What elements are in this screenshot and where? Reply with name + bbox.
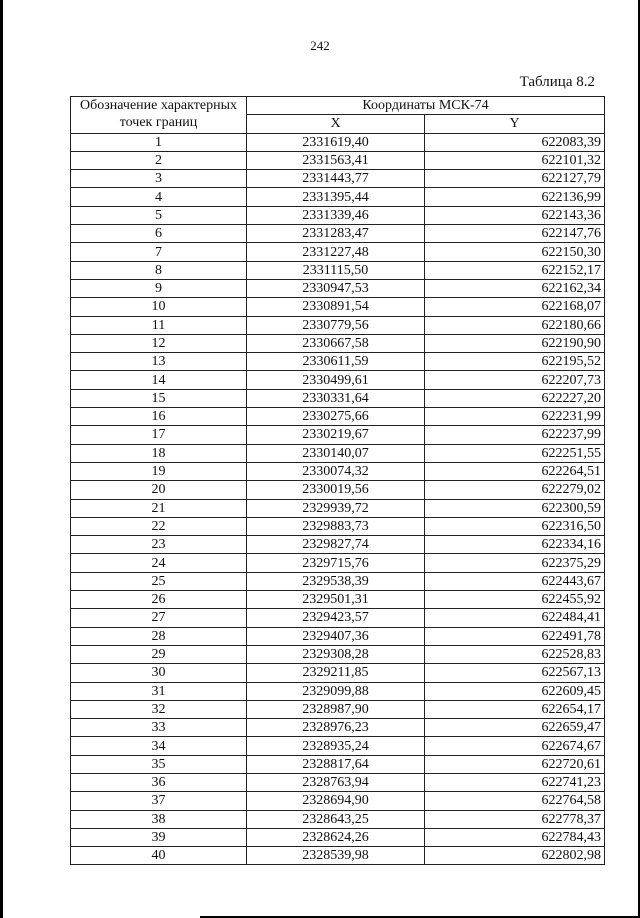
header-y: Y [425, 115, 605, 133]
y-coordinate-cell: 622207,73 [425, 371, 605, 389]
y-coordinate-cell: 622609,45 [425, 682, 605, 700]
x-coordinate-cell: 2328624,26 [247, 828, 425, 846]
point-number-cell: 10 [71, 298, 247, 316]
point-number-cell: 31 [71, 682, 247, 700]
table-row [71, 279, 605, 297]
point-number-cell: 20 [71, 481, 247, 499]
y-coordinate-cell: 622083,39 [425, 133, 605, 151]
table-row [71, 225, 605, 243]
y-coordinate-cell: 622136,99 [425, 188, 605, 206]
point-number-cell: 16 [71, 408, 247, 426]
point-number-cell: 14 [71, 371, 247, 389]
y-coordinate-cell: 622147,76 [425, 225, 605, 243]
table-caption: Таблица 8.2 [519, 74, 595, 90]
x-coordinate-cell: 2328976,23 [247, 719, 425, 737]
x-coordinate-cell: 2328817,64 [247, 755, 425, 773]
x-coordinate-cell: 2328935,24 [247, 737, 425, 755]
y-coordinate-cell: 622484,41 [425, 609, 605, 627]
table-row [71, 353, 605, 371]
table-row [71, 371, 605, 389]
y-coordinate-cell: 622720,61 [425, 755, 605, 773]
y-coordinate-cell: 622180,66 [425, 316, 605, 334]
y-coordinate-cell: 622237,99 [425, 426, 605, 444]
table-row [71, 499, 605, 517]
point-number-cell: 18 [71, 444, 247, 462]
point-number-cell: 22 [71, 517, 247, 535]
table-row [71, 298, 605, 316]
header-x: X [247, 115, 425, 133]
table-row [71, 700, 605, 718]
x-coordinate-cell: 2328763,94 [247, 773, 425, 791]
y-coordinate-cell: 622101,32 [425, 151, 605, 169]
table-row [71, 591, 605, 609]
table-row [71, 316, 605, 334]
x-coordinate-cell: 2328987,90 [247, 700, 425, 718]
x-coordinate-cell: 2329939,72 [247, 499, 425, 517]
point-number-cell: 4 [71, 188, 247, 206]
x-coordinate-cell: 2329211,85 [247, 664, 425, 682]
y-coordinate-cell: 622227,20 [425, 389, 605, 407]
y-coordinate-cell: 622143,36 [425, 206, 605, 224]
x-coordinate-cell: 2331619,40 [247, 133, 425, 151]
y-coordinate-cell: 622659,47 [425, 719, 605, 737]
point-number-cell: 12 [71, 334, 247, 352]
y-coordinate-cell: 622231,99 [425, 408, 605, 426]
x-coordinate-cell: 2330499,61 [247, 371, 425, 389]
x-coordinate-cell: 2329827,74 [247, 536, 425, 554]
table-row [71, 444, 605, 462]
y-coordinate-cell: 622162,34 [425, 279, 605, 297]
point-number-cell: 7 [71, 243, 247, 261]
point-number-cell: 40 [71, 847, 247, 865]
point-number-cell: 17 [71, 426, 247, 444]
point-number-cell: 30 [71, 664, 247, 682]
y-coordinate-cell: 622528,83 [425, 645, 605, 663]
x-coordinate-cell: 2330667,58 [247, 334, 425, 352]
y-coordinate-cell: 622741,23 [425, 773, 605, 791]
point-number-cell: 6 [71, 225, 247, 243]
point-number-cell: 9 [71, 279, 247, 297]
table-row [71, 426, 605, 444]
x-coordinate-cell: 2329308,28 [247, 645, 425, 663]
y-coordinate-cell: 622778,37 [425, 810, 605, 828]
table-row [71, 572, 605, 590]
table-row [71, 334, 605, 352]
table-row [71, 170, 605, 188]
point-number-cell: 29 [71, 645, 247, 663]
table-row [71, 645, 605, 663]
table-row [71, 737, 605, 755]
x-coordinate-cell: 2329715,76 [247, 554, 425, 572]
y-coordinate-cell: 622190,90 [425, 334, 605, 352]
y-coordinate-cell: 622168,07 [425, 298, 605, 316]
header-boundary-points: Обозначение характерных точек границ [71, 97, 247, 134]
header-coordinate-system: Координаты МСК-74 [247, 97, 605, 115]
y-coordinate-cell: 622279,02 [425, 481, 605, 499]
point-number-cell: 19 [71, 462, 247, 480]
point-number-cell: 25 [71, 572, 247, 590]
table-row [71, 243, 605, 261]
point-number-cell: 13 [71, 353, 247, 371]
x-coordinate-cell: 2330140,07 [247, 444, 425, 462]
y-coordinate-cell: 622195,52 [425, 353, 605, 371]
point-number-cell: 35 [71, 755, 247, 773]
y-coordinate-cell: 622127,79 [425, 170, 605, 188]
y-coordinate-cell: 622567,13 [425, 664, 605, 682]
x-coordinate-cell: 2330779,56 [247, 316, 425, 334]
x-coordinate-cell: 2331283,47 [247, 225, 425, 243]
point-number-cell: 36 [71, 773, 247, 791]
x-coordinate-cell: 2328539,98 [247, 847, 425, 865]
point-number-cell: 3 [71, 170, 247, 188]
point-number-cell: 24 [71, 554, 247, 572]
point-number-cell: 39 [71, 828, 247, 846]
y-coordinate-cell: 622455,92 [425, 591, 605, 609]
x-coordinate-cell: 2330947,53 [247, 279, 425, 297]
y-coordinate-cell: 622316,50 [425, 517, 605, 535]
point-number-cell: 33 [71, 719, 247, 737]
table-row [71, 261, 605, 279]
point-number-cell: 8 [71, 261, 247, 279]
table-row [71, 133, 605, 151]
table-row [71, 408, 605, 426]
x-coordinate-cell: 2328643,25 [247, 810, 425, 828]
table-row [71, 773, 605, 791]
x-coordinate-cell: 2328694,90 [247, 792, 425, 810]
table-row [71, 206, 605, 224]
x-coordinate-cell: 2331443,77 [247, 170, 425, 188]
table-row [71, 792, 605, 810]
point-number-cell: 34 [71, 737, 247, 755]
x-coordinate-cell: 2331563,41 [247, 151, 425, 169]
table-row [71, 847, 605, 865]
point-number-cell: 32 [71, 700, 247, 718]
x-coordinate-cell: 2330019,56 [247, 481, 425, 499]
table-row [71, 664, 605, 682]
table-body [71, 133, 605, 865]
point-number-cell: 5 [71, 206, 247, 224]
y-coordinate-cell: 622264,51 [425, 462, 605, 480]
coordinates-table [70, 96, 605, 865]
x-coordinate-cell: 2329501,31 [247, 591, 425, 609]
x-coordinate-cell: 2330074,32 [247, 462, 425, 480]
y-coordinate-cell: 622784,43 [425, 828, 605, 846]
x-coordinate-cell: 2329538,39 [247, 572, 425, 590]
x-coordinate-cell: 2330611,59 [247, 353, 425, 371]
table-row [71, 828, 605, 846]
y-coordinate-cell: 622802,98 [425, 847, 605, 865]
x-coordinate-cell: 2331227,48 [247, 243, 425, 261]
x-coordinate-cell: 2330275,66 [247, 408, 425, 426]
y-coordinate-cell: 622150,30 [425, 243, 605, 261]
x-coordinate-cell: 2331115,50 [247, 261, 425, 279]
table-row [71, 188, 605, 206]
x-coordinate-cell: 2331339,46 [247, 206, 425, 224]
table-row [71, 517, 605, 535]
point-number-cell: 11 [71, 316, 247, 334]
y-coordinate-cell: 622491,78 [425, 627, 605, 645]
x-coordinate-cell: 2329883,73 [247, 517, 425, 535]
table-row [71, 462, 605, 480]
page-number: 242 [310, 38, 330, 53]
point-number-cell: 26 [71, 591, 247, 609]
point-number-cell: 27 [71, 609, 247, 627]
y-coordinate-cell: 622334,16 [425, 536, 605, 554]
x-coordinate-cell: 2329099,88 [247, 682, 425, 700]
y-coordinate-cell: 622654,17 [425, 700, 605, 718]
y-coordinate-cell: 622152,17 [425, 261, 605, 279]
point-number-cell: 21 [71, 499, 247, 517]
scan-left-edge [0, 0, 3, 918]
x-coordinate-cell: 2331395,44 [247, 188, 425, 206]
point-number-cell: 38 [71, 810, 247, 828]
table-header [71, 97, 605, 134]
x-coordinate-cell: 2329423,57 [247, 609, 425, 627]
table-row [71, 755, 605, 773]
point-number-cell: 15 [71, 389, 247, 407]
table-row [71, 536, 605, 554]
y-coordinate-cell: 622300,59 [425, 499, 605, 517]
x-coordinate-cell: 2330891,54 [247, 298, 425, 316]
x-coordinate-cell: 2329407,36 [247, 627, 425, 645]
table-row [71, 719, 605, 737]
table-row [71, 682, 605, 700]
point-number-cell: 37 [71, 792, 247, 810]
y-coordinate-cell: 622443,67 [425, 572, 605, 590]
x-coordinate-cell: 2330219,67 [247, 426, 425, 444]
table-row [71, 151, 605, 169]
table-row [71, 389, 605, 407]
point-number-cell: 2 [71, 151, 247, 169]
point-number-cell: 28 [71, 627, 247, 645]
point-number-cell: 23 [71, 536, 247, 554]
point-number-cell: 1 [71, 133, 247, 151]
table-row [71, 481, 605, 499]
table-row [71, 627, 605, 645]
y-coordinate-cell: 622375,29 [425, 554, 605, 572]
table-row [71, 609, 605, 627]
table-row [71, 810, 605, 828]
table-row [71, 554, 605, 572]
x-coordinate-cell: 2330331,64 [247, 389, 425, 407]
y-coordinate-cell: 622251,55 [425, 444, 605, 462]
y-coordinate-cell: 622764,58 [425, 792, 605, 810]
y-coordinate-cell: 622674,67 [425, 737, 605, 755]
